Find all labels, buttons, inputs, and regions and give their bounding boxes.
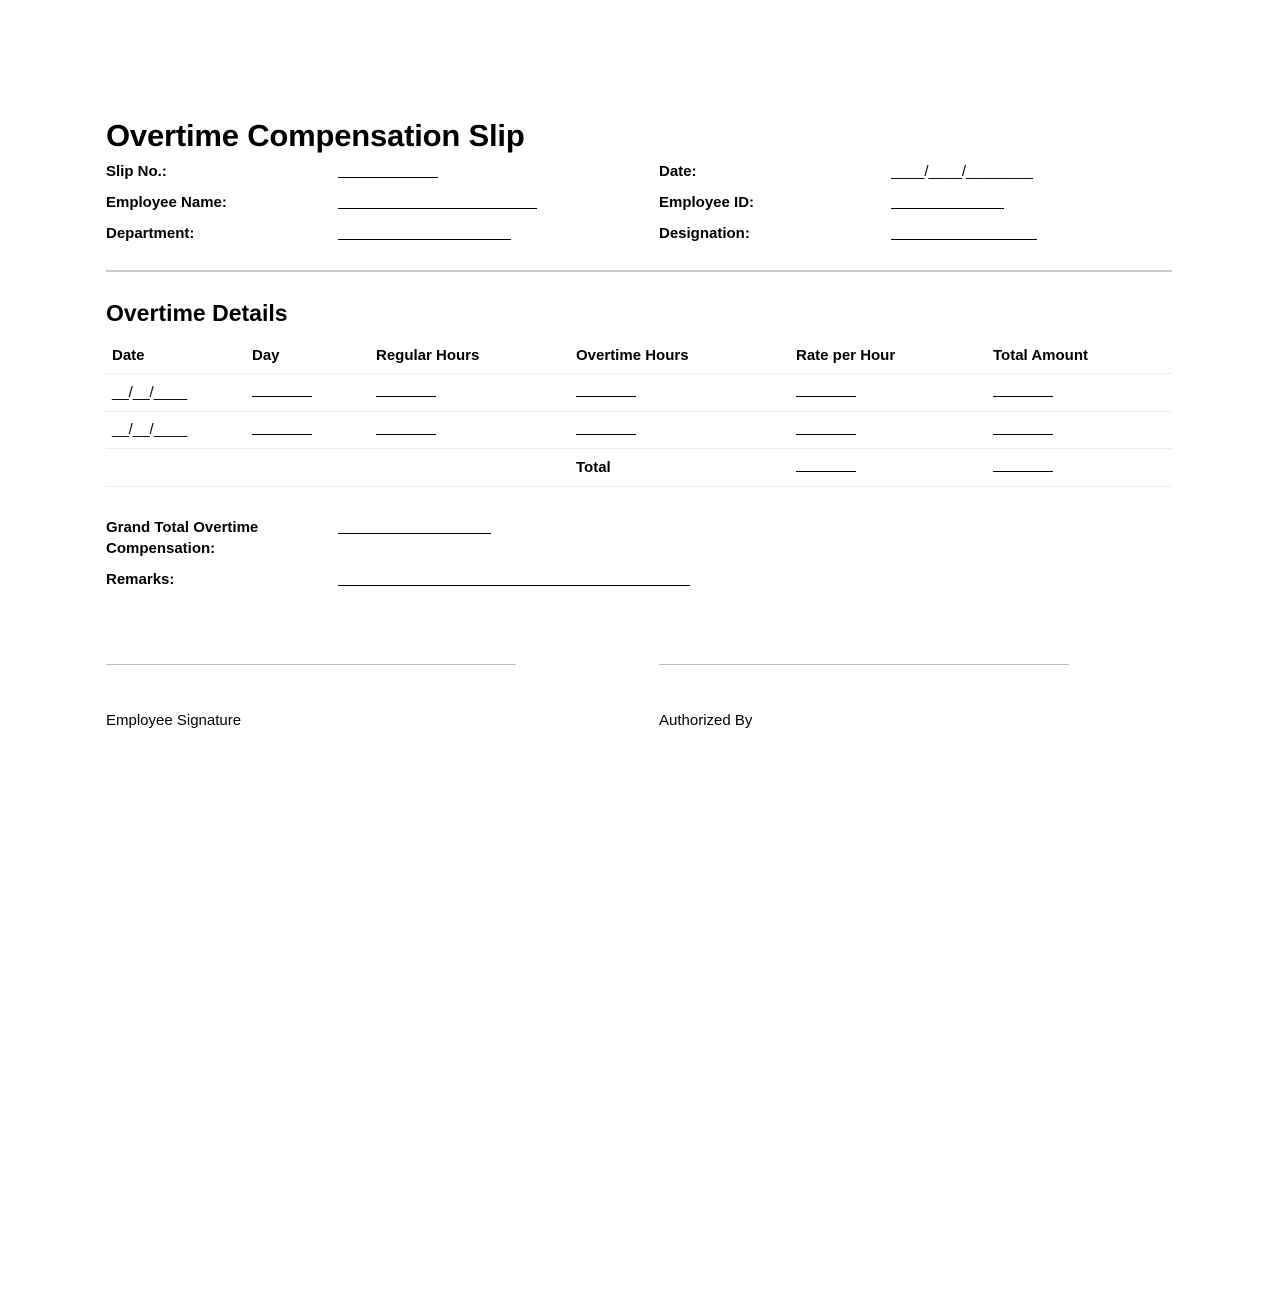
col-header-rate-per-hour: Rate per Hour <box>790 338 987 374</box>
overtime-details-table <box>106 338 1172 487</box>
grand-total-label-line2: Compensation: <box>106 540 216 557</box>
remarks-label: Remarks: <box>106 571 175 588</box>
row-date-field[interactable]: __/__/____ <box>112 383 188 401</box>
row-total-amount-field[interactable] <box>993 396 1053 397</box>
row-rate-per-hour-field[interactable] <box>796 396 856 397</box>
designation-label: Designation: <box>659 225 750 242</box>
table-total-row <box>106 449 1172 487</box>
col-header-regular-hours: Regular Hours <box>370 338 570 374</box>
col-header-date: Date <box>106 338 246 374</box>
row-total-amount-field[interactable] <box>993 434 1053 435</box>
info-row-name-id <box>106 193 1172 215</box>
document-title: Overtime Compensation Slip <box>106 118 525 153</box>
slip-no-field[interactable] <box>338 177 438 178</box>
col-header-total-amount: Total Amount <box>987 338 1172 374</box>
grand-total-field[interactable] <box>338 533 491 534</box>
row-overtime-hours-field[interactable] <box>576 434 636 435</box>
info-row-dept-designation <box>106 224 1172 246</box>
employee-id-label: Employee ID: <box>659 194 755 211</box>
date-label: Date: <box>659 163 697 180</box>
employee-name-field[interactable] <box>338 208 537 209</box>
authorized-by-label: Authorized By <box>659 712 753 729</box>
total-rate-per-hour-field[interactable] <box>796 471 856 472</box>
row-day-field[interactable] <box>252 396 312 397</box>
total-amount-field[interactable] <box>993 471 1053 472</box>
table-row <box>106 374 1172 412</box>
row-regular-hours-field[interactable] <box>376 396 436 397</box>
employee-signature-label: Employee Signature <box>106 712 242 729</box>
employee-id-field[interactable] <box>891 208 1004 209</box>
date-field[interactable]: ____/____/________ <box>891 163 1033 180</box>
employee-name-label: Employee Name: <box>106 194 227 211</box>
info-row-slip-date <box>106 162 1172 184</box>
row-rate-per-hour-field[interactable] <box>796 434 856 435</box>
col-header-overtime-hours: Overtime Hours <box>570 338 790 374</box>
grand-total-label-line1: Grand Total Overtime <box>106 519 259 536</box>
table-header-row <box>106 338 1172 374</box>
row-overtime-hours-field[interactable] <box>576 396 636 397</box>
table-row <box>106 411 1172 449</box>
authorized-signature-line[interactable] <box>659 664 1069 665</box>
row-date-field[interactable]: __/__/____ <box>112 421 188 439</box>
total-label: Total <box>570 449 790 487</box>
row-day-field[interactable] <box>252 434 312 435</box>
section-divider <box>106 270 1172 272</box>
row-regular-hours-field[interactable] <box>376 434 436 435</box>
slip-no-label: Slip No.: <box>106 163 167 180</box>
department-field[interactable] <box>338 239 511 240</box>
employee-signature-line[interactable] <box>106 664 516 665</box>
remarks-field[interactable] <box>338 585 690 586</box>
department-label: Department: <box>106 225 195 242</box>
col-header-day: Day <box>246 338 370 374</box>
designation-field[interactable] <box>891 239 1037 240</box>
overtime-details-title: Overtime Details <box>106 300 288 326</box>
